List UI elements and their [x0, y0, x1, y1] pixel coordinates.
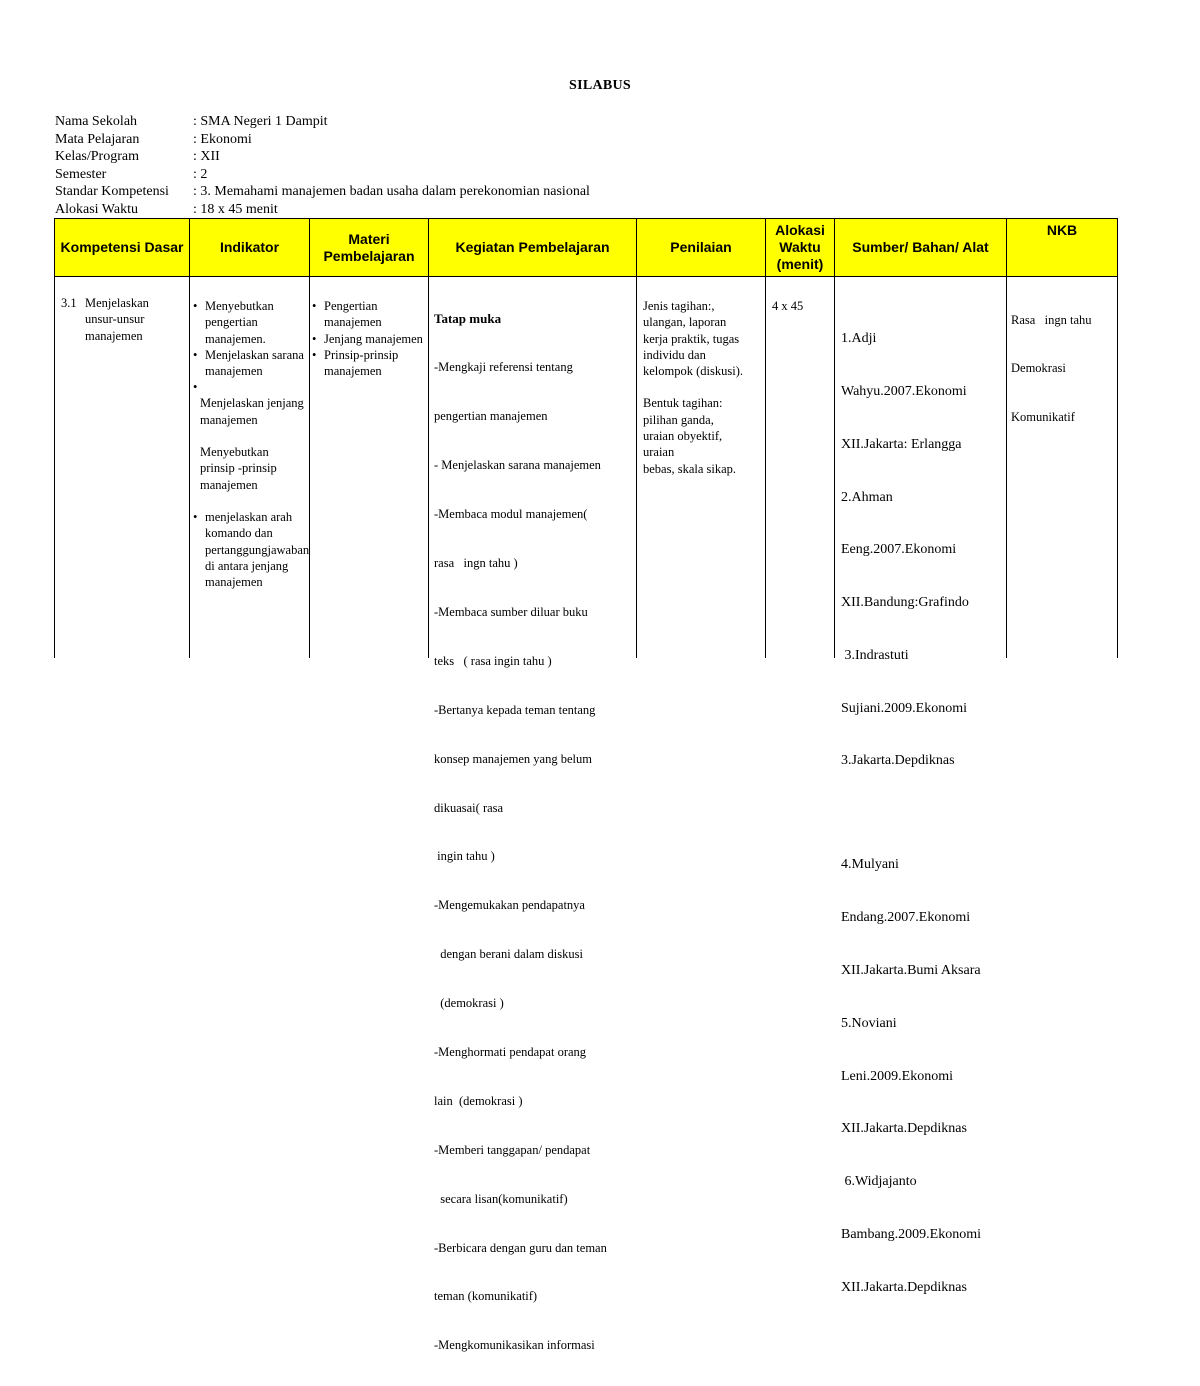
kegiatan-line: -Memberi tanggapan/ pendapat: [434, 1142, 591, 1157]
info-row: [55, 113, 590, 131]
kegiatan-line: dikuasai( rasa: [434, 800, 504, 815]
nkb-line: Rasa ingn tahu: [1011, 312, 1092, 327]
table-header-row: [55, 219, 1118, 277]
info-label: Semester: [55, 166, 107, 182]
sumber-line: 2.Ahman: [841, 489, 893, 505]
syllabus-info: [55, 113, 590, 219]
list-item: [193, 379, 305, 395]
penilaian-line: pilihan ganda,: [643, 412, 714, 427]
list-item: • Pengertian manajemen: [312, 299, 382, 330]
penilaian-line: kerja praktik, tugas: [643, 331, 740, 346]
bullet-icon: •: [193, 347, 198, 362]
penilaian-line: Jenis tagihan:,: [643, 299, 715, 313]
syllabus-table: [54, 218, 1118, 1353]
info-row: [55, 131, 590, 149]
sumber-line: Leni.2009.Ekonomi: [841, 1068, 953, 1084]
list-item: Menjelaskan jenjang manajemen: [200, 396, 304, 427]
penilaian-line: bebas, skala sikap.: [643, 461, 737, 476]
list-item: Menyebutkan prinsip -prinsip manajemen: [200, 445, 277, 492]
bullet-icon: •: [312, 331, 317, 346]
sumber-line: 3.Jakarta.Depdiknas: [841, 753, 955, 769]
kd-number: 3.1: [61, 296, 77, 310]
penilaian-line: uraian: [643, 445, 675, 460]
kegiatan-line: -Bertanya kepada teman tentang: [434, 702, 596, 717]
alokasi-value: 4 x 45: [772, 299, 804, 313]
penilaian-line: ulangan, laporan: [643, 315, 727, 330]
sumber-line: Sujiani.2009.Ekonomi: [841, 700, 967, 716]
sumber-line: XII.Jakarta.Depdiknas: [841, 1279, 967, 1295]
sumber-line: 3.Indrastuti: [841, 647, 909, 663]
kegiatan-line: (demokrasi ): [434, 996, 504, 1011]
header-alokasi: Alokasi Waktu (menit): [766, 219, 835, 277]
header-sumber: Sumber/ Bahan/ Alat: [835, 219, 1007, 277]
info-value: : 3. Memahami manajemen badan usaha dalam perekonomian nasional: [193, 184, 590, 200]
info-label: Mata Pelajaran: [55, 131, 140, 147]
cell-alokasi: [766, 277, 835, 659]
header-nkb: NKB: [1007, 219, 1118, 277]
header-materi: Materi Pembelajaran: [310, 219, 429, 277]
sumber-line: 1.Adji: [841, 331, 877, 347]
sumber-line: Eeng.2007.Ekonomi: [841, 542, 957, 558]
kegiatan-line: -Mengkaji referensi tentang: [434, 360, 573, 375]
kegiatan-line: lain (demokrasi ): [434, 1093, 523, 1108]
kegiatan-line: ingin tahu ): [434, 849, 495, 864]
info-row: [55, 201, 590, 219]
kegiatan-heading: Tatap muka: [434, 310, 502, 326]
header-kegiatan: Kegiatan Pembelajaran: [429, 219, 637, 277]
penilaian-line: Bentuk tagihan:: [643, 396, 723, 411]
info-label: Kelas/Program: [55, 149, 139, 165]
list-item: • Prinsip-prinsip manajemen: [312, 347, 399, 379]
kegiatan-line: -Membaca modul manajemen(: [434, 507, 588, 522]
sumber-line: Wahyu.2007.Ekonomi: [841, 383, 967, 399]
kegiatan-line: rasa ingn tahu ): [434, 556, 518, 571]
sumber-line: Bambang.2009.Ekonomi: [841, 1226, 981, 1242]
kegiatan-line: - Menjelaskan sarana manajemen: [434, 458, 601, 473]
sumber-line: [841, 805, 1006, 821]
penilaian-line: [643, 379, 765, 395]
cell-sumber: [835, 277, 1007, 1295]
kegiatan-line: konsep manajemen yang belum: [434, 751, 592, 766]
list-item: • Menjelaskan sarana manajemen: [193, 347, 304, 379]
header-kompetensi-dasar: Kompetensi Dasar: [55, 219, 190, 277]
sumber-line: XII.Jakarta: Erlangga: [841, 436, 962, 452]
kegiatan-line: -Berbicara dengan guru dan teman: [434, 1240, 607, 1255]
list-item: • Menyebutkan pengertian manajemen.: [193, 299, 274, 346]
sumber-line: 6.Widjajanto: [841, 1174, 917, 1190]
list-item: • Jenjang manajemen: [312, 331, 423, 346]
penilaian-line: kelompok (diskusi).: [643, 364, 743, 379]
document-title: SILABUS: [568, 78, 632, 93]
bullet-icon: •: [312, 299, 317, 313]
kegiatan-line: -Membaca sumber diluar buku: [434, 604, 588, 619]
penilaian-line: uraian obyektif,: [643, 429, 723, 444]
info-label: Nama Sekolah: [55, 114, 138, 129]
kegiatan-line: -Mengemukakan pendapatnya: [434, 898, 585, 913]
kegiatan-line: -Menghormati pendapat orang: [434, 1044, 587, 1059]
info-row: [55, 183, 590, 201]
kegiatan-line: dengan berani dalam diskusi: [434, 947, 583, 962]
info-value: : 18 x 45 menit: [193, 201, 278, 217]
info-value: : Ekonomi: [193, 131, 252, 147]
kd-text: Menjelaskan unsur-unsur manajemen: [85, 296, 149, 343]
sumber-line: Endang.2007.Ekonomi: [841, 910, 971, 926]
sumber-line: 5.Noviani: [841, 1015, 897, 1031]
cell-nkb: [1007, 277, 1118, 659]
header-penilaian: Penilaian: [637, 219, 766, 277]
info-label: Alokasi Waktu: [55, 201, 138, 217]
bullet-icon: •: [193, 509, 198, 524]
sumber-line: XII.Bandung:Grafindo: [841, 595, 969, 611]
kegiatan-line: teman (komunikatif): [434, 1289, 538, 1304]
nkb-line: Demokrasi: [1011, 361, 1066, 376]
list-item: • menjelaskan arah komando dan pertanggungjawaban di antara jenjang manajemen: [193, 509, 310, 590]
sumber-line: XII.Jakarta.Bumi Aksara: [841, 962, 981, 978]
cell-materi: [310, 277, 429, 659]
cell-kompetensi-dasar: [55, 277, 190, 659]
info-value: : 2: [193, 166, 208, 182]
bullet-icon: •: [193, 380, 198, 395]
kegiatan-line: secara lisan(komunikatif): [434, 1191, 568, 1206]
cell-kegiatan: [429, 277, 637, 1353]
kegiatan-line: pengertian manajemen: [434, 409, 548, 424]
bullet-icon: •: [312, 347, 317, 362]
kegiatan-line: teks ( rasa ingin tahu ): [434, 653, 552, 668]
info-value: : SMA Negeri 1 Dampit: [193, 114, 328, 129]
info-value: : XII: [193, 149, 220, 165]
cell-penilaian: [637, 277, 766, 659]
bullet-icon: •: [193, 299, 198, 313]
header-indikator: Indikator: [190, 219, 310, 277]
info-label: Standar Kompetensi: [55, 184, 169, 200]
cell-indikator: [190, 277, 310, 659]
sumber-line: XII.Jakarta.Depdiknas: [841, 1121, 967, 1137]
info-row: [55, 166, 590, 184]
kegiatan-line: -Mengkomunikasikan informasi: [434, 1338, 595, 1353]
info-row: [55, 148, 590, 166]
sumber-line: 4.Mulyani: [841, 857, 899, 873]
penilaian-line: individu dan: [643, 347, 706, 362]
nkb-line: Komunikatif: [1011, 410, 1075, 425]
table-row: [55, 277, 1118, 659]
